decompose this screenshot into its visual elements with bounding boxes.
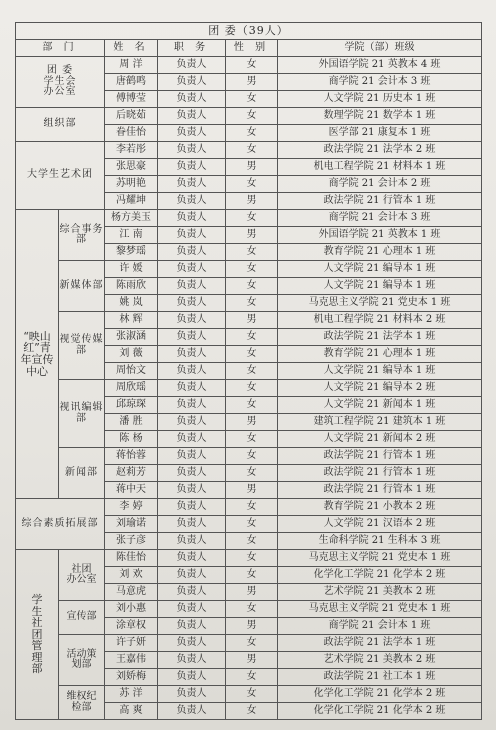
gender-cell: 女 <box>226 244 278 261</box>
gender-cell: 男 <box>226 414 278 431</box>
table-row <box>16 448 482 465</box>
name-cell: 江 南 <box>105 227 158 244</box>
class-cell: 马克思主义学院 21 党史本 1 班 <box>278 550 482 567</box>
gender-cell: 女 <box>226 686 278 703</box>
position-cell: 负责人 <box>158 635 226 652</box>
position-cell: 负责人 <box>158 346 226 363</box>
name-cell: 陈 杨 <box>105 431 158 448</box>
gender-cell: 女 <box>226 278 278 295</box>
class-cell: 艺术学院 21 美教本 2 班 <box>278 584 482 601</box>
gender-cell: 女 <box>226 397 278 414</box>
position-cell: 负责人 <box>158 244 226 261</box>
table-title: 团 委（39人） <box>16 23 482 40</box>
gender-cell: 女 <box>226 499 278 516</box>
class-cell: 化学化工学院 21 化学本 2 班 <box>278 686 482 703</box>
dept-cell-g2: 组织部 <box>16 108 105 142</box>
position-cell: 负责人 <box>158 703 226 720</box>
position-cell: 负责人 <box>158 278 226 295</box>
position-cell: 负责人 <box>158 584 226 601</box>
name-cell: 张思豪 <box>105 159 158 176</box>
gender-cell: 女 <box>226 448 278 465</box>
header-class: 学院（部）班级 <box>278 40 482 57</box>
class-cell: 商学院 21 会计本 2 班 <box>278 176 482 193</box>
class-cell: 政法学院 21 法学本 1 班 <box>278 635 482 652</box>
name-cell: 蒋中天 <box>105 482 158 499</box>
gender-cell: 男 <box>226 193 278 210</box>
class-cell: 人文学院 21 编导本 1 班 <box>278 261 482 278</box>
gender-cell: 女 <box>226 465 278 482</box>
dept-cell-g6: 学 生 社 团 管 理 部 <box>16 550 59 720</box>
class-cell: 外国语学院 21 英教本 1 班 <box>278 227 482 244</box>
class-cell: 化学化工学院 21 化学本 2 班 <box>278 703 482 720</box>
class-cell: 生命科学院 21 生科本 3 班 <box>278 533 482 550</box>
gender-cell: 女 <box>226 108 278 125</box>
dept-cell-g3: 大学生艺术团 <box>16 142 105 210</box>
dept-cell-g1: 团 委 学生会 办公室 <box>16 57 105 108</box>
class-cell: 人文学院 21 编导本 1 班 <box>278 363 482 380</box>
class-cell: 机电工程学院 21 材料本 2 班 <box>278 312 482 329</box>
gender-cell: 女 <box>226 431 278 448</box>
name-cell: 许子妍 <box>105 635 158 652</box>
name-cell: 刘 欢 <box>105 567 158 584</box>
position-cell: 负责人 <box>158 499 226 516</box>
position-cell: 负责人 <box>158 686 226 703</box>
name-cell: 周怡文 <box>105 363 158 380</box>
class-cell: 医学部 21 康复本 1 班 <box>278 125 482 142</box>
name-cell: 刘小惠 <box>105 601 158 618</box>
class-cell: 人文学院 21 新闻本 1 班 <box>278 397 482 414</box>
dept-cell-g6a: 社团 办公室 <box>59 550 105 601</box>
position-cell: 负责人 <box>158 74 226 91</box>
name-cell: 冯耀坤 <box>105 193 158 210</box>
gender-cell: 女 <box>226 57 278 74</box>
gender-cell: 女 <box>226 176 278 193</box>
position-cell: 负责人 <box>158 618 226 635</box>
position-cell: 负责人 <box>158 601 226 618</box>
class-cell: 人文学院 21 编导本 1 班 <box>278 278 482 295</box>
title-row <box>16 23 482 40</box>
name-cell: 傅博莹 <box>105 91 158 108</box>
class-cell: 政法学院 21 行管本 1 班 <box>278 193 482 210</box>
name-cell: 刘 薇 <box>105 346 158 363</box>
header-position: 职 务 <box>158 40 226 57</box>
class-cell: 马克思主义学院 21 党史本 1 班 <box>278 601 482 618</box>
name-cell: 张淑涵 <box>105 329 158 346</box>
gender-cell: 女 <box>226 261 278 278</box>
gender-cell: 女 <box>226 142 278 159</box>
position-cell: 负责人 <box>158 329 226 346</box>
position-cell: 负责人 <box>158 261 226 278</box>
position-cell: 负责人 <box>158 431 226 448</box>
position-cell: 负责人 <box>158 159 226 176</box>
position-cell: 负责人 <box>158 567 226 584</box>
name-cell: 苏明艳 <box>105 176 158 193</box>
position-cell: 负责人 <box>158 550 226 567</box>
class-cell: 教育学院 21 小教本 2 班 <box>278 499 482 516</box>
gender-cell: 男 <box>226 618 278 635</box>
class-cell: 艺术学院 21 美教本 2 班 <box>278 652 482 669</box>
gender-cell: 女 <box>226 635 278 652</box>
class-cell: 人文学院 21 历史本 1 班 <box>278 91 482 108</box>
name-cell: 马意虎 <box>105 584 158 601</box>
position-cell: 负责人 <box>158 363 226 380</box>
name-cell: 蒋怡蓉 <box>105 448 158 465</box>
position-cell: 负责人 <box>158 312 226 329</box>
position-cell: 负责人 <box>158 465 226 482</box>
gender-cell: 女 <box>226 91 278 108</box>
header-name: 姓 名 <box>105 40 158 57</box>
table-row <box>16 57 482 74</box>
class-cell: 教育学院 21 心理本 1 班 <box>278 346 482 363</box>
dept-cell-g4a: 综合事务部 <box>59 210 105 261</box>
name-cell: 杨方美玉 <box>105 210 158 227</box>
name-cell: 苏 洋 <box>105 686 158 703</box>
name-cell: 林 辉 <box>105 312 158 329</box>
dept-cell-g4c: 视觉传媒部 <box>59 312 105 380</box>
dept-cell-g6d: 维权纪 检部 <box>59 686 105 720</box>
class-cell: 商学院 21 会计本 3 班 <box>278 74 482 91</box>
position-cell: 负责人 <box>158 516 226 533</box>
name-cell: 潘 胜 <box>105 414 158 431</box>
position-cell: 负责人 <box>158 91 226 108</box>
gender-cell: 女 <box>226 669 278 686</box>
class-cell: 政法学院 21 法学本 2 班 <box>278 142 482 159</box>
gender-cell: 女 <box>226 533 278 550</box>
position-cell: 负责人 <box>158 482 226 499</box>
gender-cell: 女 <box>226 567 278 584</box>
position-cell: 负责人 <box>158 448 226 465</box>
name-cell: 唐鹤鸣 <box>105 74 158 91</box>
class-cell: 政法学院 21 行管本 1 班 <box>278 448 482 465</box>
table-row <box>16 601 482 618</box>
gender-cell: 女 <box>226 295 278 312</box>
table-row <box>16 261 482 278</box>
class-cell: 政法学院 21 社工本 1 班 <box>278 669 482 686</box>
dept-cell-g5: 综合素质拓展部 <box>16 499 105 550</box>
name-cell: 刘瑜诺 <box>105 516 158 533</box>
header-gender: 性 别 <box>226 40 278 57</box>
table-row <box>16 635 482 652</box>
class-cell: 商学院 21 会计本 1 班 <box>278 618 482 635</box>
table-row <box>16 686 482 703</box>
class-cell: 马克思主义学院 21 党史本 1 班 <box>278 295 482 312</box>
position-cell: 负责人 <box>158 533 226 550</box>
gender-cell: 男 <box>226 482 278 499</box>
position-cell: 负责人 <box>158 295 226 312</box>
position-cell: 负责人 <box>158 142 226 159</box>
name-cell: 许 媛 <box>105 261 158 278</box>
class-cell: 政法学院 21 法学本 1 班 <box>278 329 482 346</box>
class-cell: 外国语学院 21 英教本 4 班 <box>278 57 482 74</box>
name-cell: 陈雨欣 <box>105 278 158 295</box>
position-cell: 负责人 <box>158 227 226 244</box>
name-cell: 刘娇梅 <box>105 669 158 686</box>
gender-cell: 女 <box>226 125 278 142</box>
gender-cell: 男 <box>226 652 278 669</box>
roster-table <box>15 22 482 720</box>
table-row <box>16 108 482 125</box>
class-cell: 教育学院 21 心理本 1 班 <box>278 244 482 261</box>
class-cell: 数理学院 21 数学本 1 班 <box>278 108 482 125</box>
class-cell: 商学院 21 会计本 3 班 <box>278 210 482 227</box>
class-cell: 化学化工学院 21 化学本 2 班 <box>278 567 482 584</box>
position-cell: 负责人 <box>158 652 226 669</box>
header-dept: 部 门 <box>16 40 105 57</box>
header-row <box>16 40 482 57</box>
class-cell: 政法学院 21 行管本 1 班 <box>278 465 482 482</box>
name-cell: 李若彤 <box>105 142 158 159</box>
name-cell: 邱琼琛 <box>105 397 158 414</box>
position-cell: 负责人 <box>158 193 226 210</box>
dept-cell-g4d: 视讯编辑部 <box>59 380 105 448</box>
dept-cell-g6c: 活动策 划部 <box>59 635 105 686</box>
position-cell: 负责人 <box>158 397 226 414</box>
name-cell: 后晓茹 <box>105 108 158 125</box>
gender-cell: 男 <box>226 312 278 329</box>
gender-cell: 女 <box>226 516 278 533</box>
name-cell: 赵莉芳 <box>105 465 158 482</box>
class-cell: 政法学院 21 行管本 1 班 <box>278 482 482 499</box>
position-cell: 负责人 <box>158 380 226 397</box>
dept-cell-g4e: 新闻部 <box>59 448 105 499</box>
name-cell: 高 爽 <box>105 703 158 720</box>
table-row <box>16 499 482 516</box>
gender-cell: 女 <box>226 210 278 227</box>
dept-cell-g4: “映山红”青年宣传中心 <box>16 210 59 499</box>
position-cell: 负责人 <box>158 669 226 686</box>
table-row <box>16 142 482 159</box>
class-cell: 人文学院 21 汉语本 2 班 <box>278 516 482 533</box>
name-cell: 陈佳怡 <box>105 550 158 567</box>
gender-cell: 女 <box>226 329 278 346</box>
table-row <box>16 312 482 329</box>
gender-cell: 女 <box>226 550 278 567</box>
name-cell: 李 婷 <box>105 499 158 516</box>
name-cell: 张子彦 <box>105 533 158 550</box>
table-row <box>16 550 482 567</box>
position-cell: 负责人 <box>158 125 226 142</box>
gender-cell: 女 <box>226 346 278 363</box>
position-cell: 负责人 <box>158 57 226 74</box>
name-cell: 周 洋 <box>105 57 158 74</box>
gender-cell: 男 <box>226 159 278 176</box>
name-cell: 眷佳怡 <box>105 125 158 142</box>
class-cell: 人文学院 21 新闻本 2 班 <box>278 431 482 448</box>
class-cell: 人文学院 21 编导本 2 班 <box>278 380 482 397</box>
position-cell: 负责人 <box>158 176 226 193</box>
name-cell: 黎梦瑶 <box>105 244 158 261</box>
position-cell: 负责人 <box>158 108 226 125</box>
gender-cell: 男 <box>226 584 278 601</box>
gender-cell: 男 <box>226 227 278 244</box>
name-cell: 周欣瑶 <box>105 380 158 397</box>
class-cell: 建筑工程学院 21 建筑本 1 班 <box>278 414 482 431</box>
gender-cell: 女 <box>226 363 278 380</box>
gender-cell: 男 <box>226 74 278 91</box>
gender-cell: 女 <box>226 601 278 618</box>
position-cell: 负责人 <box>158 414 226 431</box>
name-cell: 涂章权 <box>105 618 158 635</box>
dept-cell-g6b: 宣传部 <box>59 601 105 635</box>
dept-cell-g4b: 新媒体部 <box>59 261 105 312</box>
table-row <box>16 380 482 397</box>
position-cell: 负责人 <box>158 210 226 227</box>
gender-cell: 女 <box>226 703 278 720</box>
name-cell: 姚 岚 <box>105 295 158 312</box>
table-row <box>16 210 482 227</box>
name-cell: 王嘉伟 <box>105 652 158 669</box>
gender-cell: 女 <box>226 380 278 397</box>
class-cell: 机电工程学院 21 材料本 1 班 <box>278 159 482 176</box>
